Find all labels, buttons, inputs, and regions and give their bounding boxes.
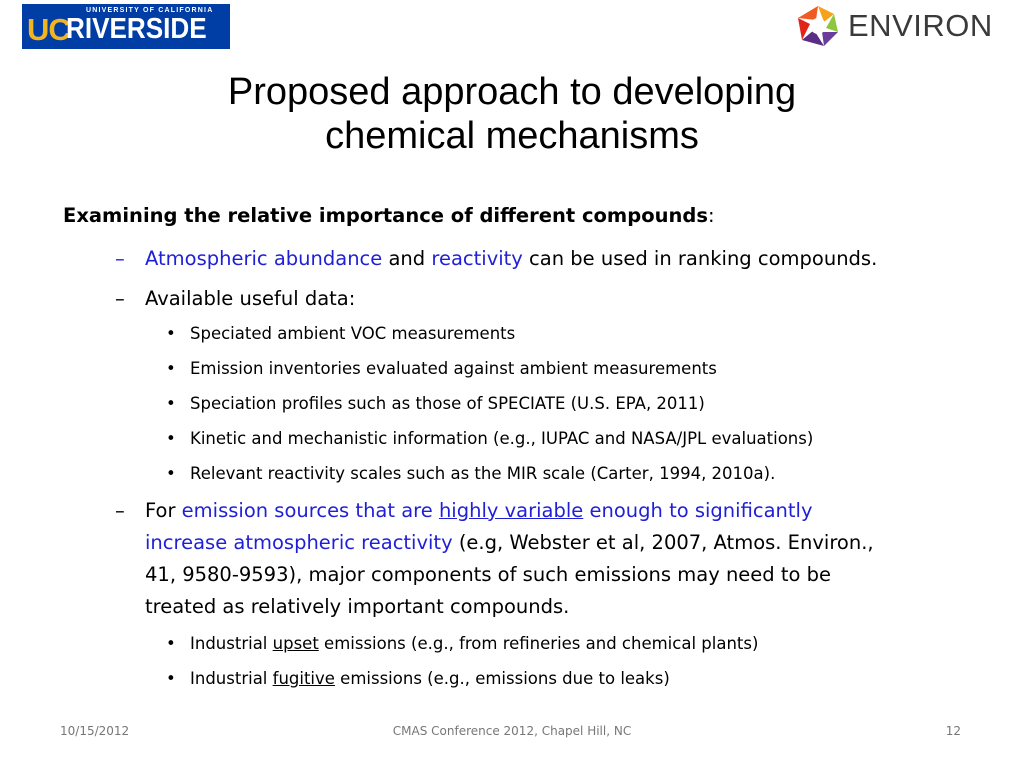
sub-list-item-text: Relevant reactivity scales such as the MIR scale (Carter, 1994, 2010a). — [190, 464, 776, 483]
emission-line-1 — [145, 495, 965, 527]
sub-list-item-fugitive — [166, 667, 670, 691]
text-ranking: can be used in ranking compounds. — [522, 247, 878, 270]
footer-conference: CMAS Conference 2012, Chapel Hill, NC — [392, 724, 632, 738]
term-emission-sources: emission sources that are — [181, 499, 439, 522]
dash-marker: – — [115, 499, 125, 522]
sub-list-item — [166, 392, 705, 416]
ucr-logo — [22, 4, 230, 49]
ucr-logo-uc-text: UC — [27, 12, 70, 47]
section-heading-text: Examining the relative importance of different compounds — [63, 204, 708, 227]
term-reactivity: reactivity — [431, 247, 523, 270]
list-item-abundance — [115, 243, 965, 275]
text-citation: (e.g, Webster et al, 2007, Atmos. Environ., — [452, 531, 874, 554]
fugitive-post: emissions (e.g., emissions due to leaks) — [334, 669, 670, 688]
slide-title-line-1: Proposed approach to developing — [227, 71, 797, 113]
sub-list-item — [166, 357, 717, 381]
sub-list-item — [166, 427, 814, 451]
text-and: and — [382, 247, 432, 270]
sub-list-item — [166, 462, 776, 486]
bullet-marker: • — [166, 464, 176, 483]
environ-logo — [794, 2, 1010, 50]
fugitive-pre: Industrial — [190, 669, 273, 688]
environ-logo-text: ENVIRON — [848, 8, 993, 43]
list-item-emission-sources — [115, 495, 965, 623]
environ-mark-icon — [794, 2, 842, 50]
sub-list-item-text: Emission inventories evaluated against ambient measurements — [190, 359, 717, 378]
bullet-marker: • — [166, 359, 176, 378]
bullet-marker: • — [166, 669, 176, 688]
section-heading — [63, 204, 715, 227]
footer-page-number: 12 — [945, 724, 961, 738]
upset-pre: Industrial — [190, 634, 273, 653]
sub-list-item-text: Kinetic and mechanistic information (e.g., IUPAC and NASA/JPL evaluations) — [190, 429, 814, 448]
slide-title-line-2: chemical mechanisms — [325, 115, 699, 157]
dash-marker: – — [115, 247, 125, 270]
term-enough-significantly: enough to significantly — [583, 499, 813, 522]
term-increase-reactivity: increase atmospheric reactivity — [145, 531, 453, 554]
section-heading-colon: : — [707, 204, 715, 227]
bullet-marker: • — [166, 394, 176, 413]
upset-post: emissions (e.g., from refineries and chemical plants) — [318, 634, 759, 653]
emission-line-2 — [145, 527, 965, 559]
term-highly-variable: highly variable — [438, 499, 584, 522]
sub-list-item-upset — [166, 632, 759, 656]
list-item-available-data — [115, 283, 965, 315]
emission-line-4: treated as relatively important compounds. — [145, 595, 570, 618]
term-fugitive: fugitive — [272, 669, 335, 688]
sub-list-item-text: Speciation profiles such as those of SPECIATE (U.S. EPA, 2011) — [190, 394, 705, 413]
bullet-marker: • — [166, 429, 176, 448]
available-data-text: Available useful data: — [145, 287, 356, 310]
sub-list-item — [166, 322, 516, 346]
slide-title — [100, 70, 924, 158]
footer-date: 10/15/2012 — [60, 724, 130, 738]
text-for: For — [145, 499, 182, 522]
bullet-marker: • — [166, 324, 176, 343]
ucr-logo-university-text: UNIVERSITY OF CALIFORNIA — [86, 7, 214, 14]
sub-list-item-text: Speciated ambient VOC measurements — [190, 324, 516, 343]
term-atmospheric-abundance: Atmospheric abundance — [145, 247, 383, 270]
term-upset: upset — [272, 634, 319, 653]
emission-line-3: 41, 9580-9593), major components of such emissions may need to be — [145, 563, 832, 586]
ucr-logo-riverside-text: RIVERSIDE — [66, 13, 207, 45]
bullet-marker: • — [166, 634, 176, 653]
dash-marker: – — [115, 287, 125, 310]
